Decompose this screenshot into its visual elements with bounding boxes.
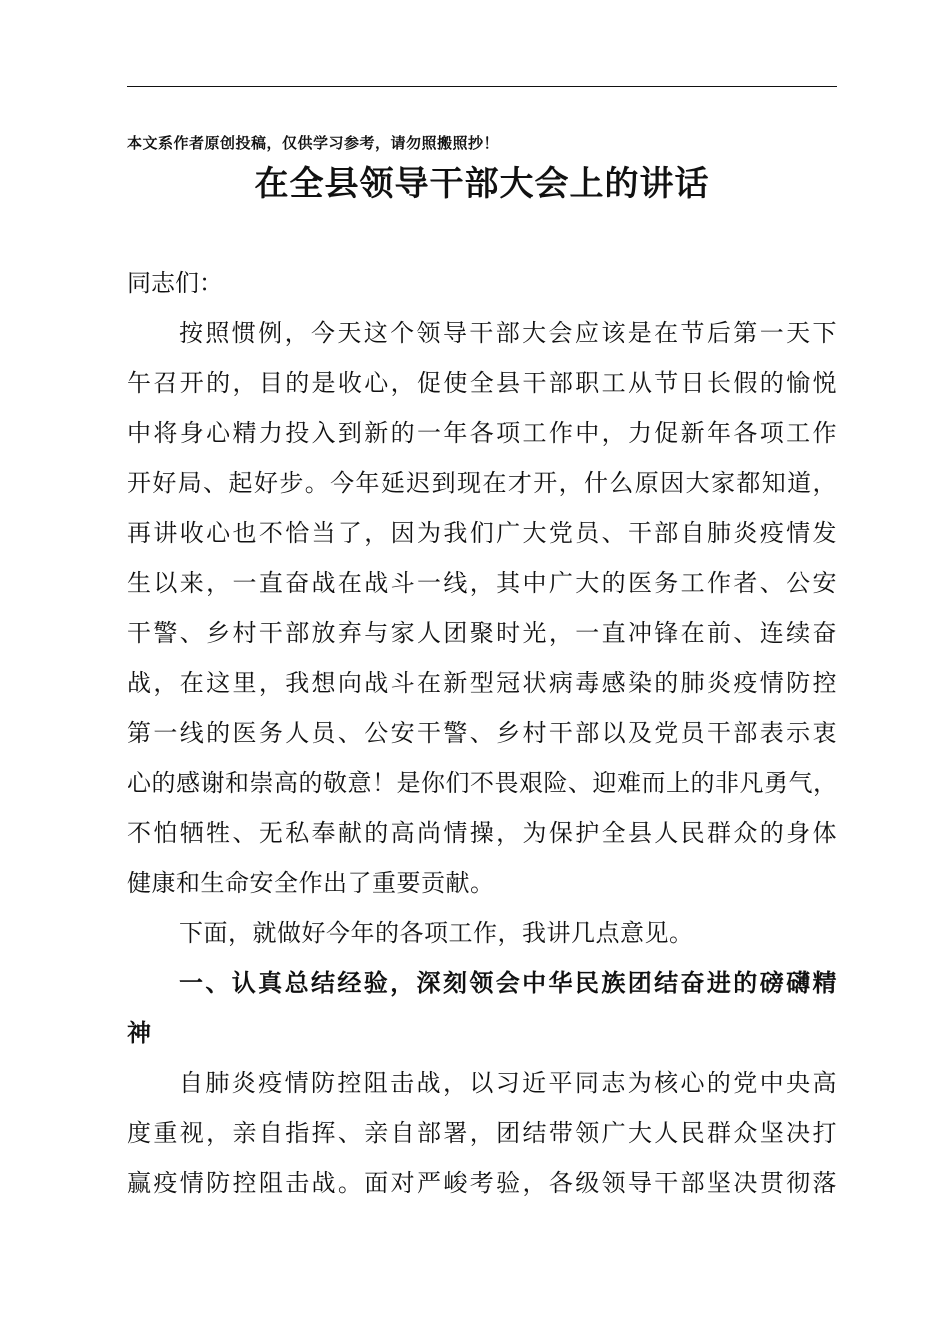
paragraph-line: 心的感谢和崇高的敬意！是你们不畏艰险、迎难而上的非凡勇气， bbox=[127, 769, 838, 797]
paragraph-line: 度重视，亲自指挥、亲自部署，团结带领广大人民群众坚决打 bbox=[127, 1119, 837, 1147]
paragraph-line: 生以来，一直奋战在战斗一线，其中广大的医务工作者、公安 bbox=[127, 569, 837, 597]
section-heading: 神 bbox=[127, 1019, 152, 1047]
paragraph-line: 健康和生命安全作出了重要贡献。 bbox=[127, 869, 495, 897]
document-body bbox=[127, 258, 837, 1208]
paragraph-line: 干警、乡村干部放弃与家人团聚时光，一直冲锋在前、连续奋 bbox=[127, 619, 837, 647]
paragraph-line: 开好局、起好步。今年延迟到现在才开，什么原因大家都知道， bbox=[127, 469, 837, 497]
paragraph-line: 第一线的医务人员、公安干警、乡村干部以及党员干部表示衷 bbox=[127, 719, 837, 747]
section-heading: 一、认真总结经验，深刻领会中华民族团结奋进的磅礴精 bbox=[179, 969, 837, 997]
paragraph-line: 自肺炎疫情防控阻击战，以习近平同志为核心的党中央高 bbox=[179, 1069, 837, 1097]
header-rule bbox=[127, 86, 837, 87]
paragraph-line: 赢疫情防控阻击战。面对严峻考验，各级领导干部坚决贯彻落 bbox=[127, 1169, 837, 1197]
paragraph-line: 战，在这里，我想向战斗在新型冠状病毒感染的肺炎疫情防控 bbox=[127, 669, 837, 697]
paragraph-line: 不怕牺牲、无私奉献的高尚情操，为保护全县人民群众的身体 bbox=[127, 819, 837, 847]
document-title: 在全县领导干部大会上的讲话 bbox=[254, 164, 710, 204]
paragraph-line: 再讲收心也不恰当了，因为我们广大党员、干部自肺炎疫情发 bbox=[127, 519, 837, 547]
paragraph-line: 中将身心精力投入到新的一年各项工作中，力促新年各项工作 bbox=[127, 419, 837, 447]
copyright-notice: 本文系作者原创投稿，仅供学习参考，请勿照搬照抄！ bbox=[127, 134, 500, 152]
paragraph-line: 下面，就做好今年的各项工作，我讲几点意见。 bbox=[179, 919, 694, 947]
paragraph-line: 午召开的，目的是收心，促使全县干部职工从节日长假的愉悦 bbox=[127, 369, 837, 397]
greeting: 同志们： bbox=[127, 269, 223, 297]
paragraph-line: 按照惯例，今天这个领导干部大会应该是在节后第一天下 bbox=[179, 319, 837, 347]
